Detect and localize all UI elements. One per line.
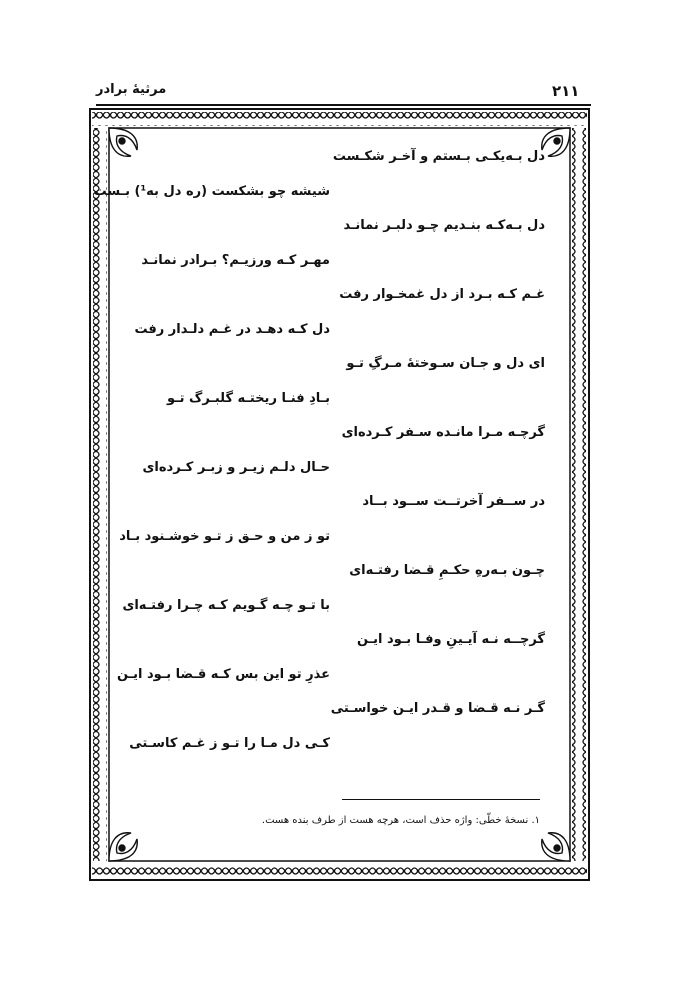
verse [120, 485, 560, 554]
verse [120, 209, 560, 278]
hemistich-first: غـم کـه بـرد از دل غمخـوار رفت [339, 287, 545, 302]
hemistich-second: تو ز من و حـق ز تـو خوشـنود بـاد [119, 529, 330, 544]
border-right-band [572, 128, 586, 861]
hemistich-first: گرچـه مـرا مانـده سـفر کـرده‌ای [341, 425, 545, 440]
hemistich-first: دل بـه‌یکـی بـستم و آخـر شکـست [332, 149, 545, 164]
verse [120, 692, 560, 761]
hemistich-first: چـون بـه‌رهِ حکـمِ قـضا رفتـه‌ای [349, 563, 545, 578]
page-number: ۲۱۱ [552, 82, 580, 100]
header-rule [96, 104, 591, 106]
hemistich-second: مهـر کـه ورزیـم؟ بـرادر نمانـد [141, 253, 330, 268]
hemistich-second: شیشه چو بشکست (ره دل به¹) بـست [93, 184, 330, 199]
hemistich-first: دل بـه‌کـه بنـدیم چـو دلبـر نمانـد [343, 218, 545, 233]
border-bottom-band [92, 863, 587, 877]
footnote-rule [342, 799, 540, 800]
running-title: مرثیهٔ برادر [96, 82, 167, 97]
hemistich-second: کـی دل مـا را تـو ز غـم کاسـتی [129, 736, 330, 751]
hemistich-second: عذرِ تو این بس کـه قـضا بـود ایـن [116, 667, 330, 682]
hemistich-second: بـادِ فنـا ریختـه گلبـرگ تـو [167, 391, 330, 406]
hemistich-second: حـال دلـم زیـر و زبـر کـرده‌ای [142, 460, 330, 475]
hemistich-first: گـر نـه قـضا و قـدر ایـن خواسـتی [330, 701, 545, 716]
border-top-band [92, 112, 587, 126]
verse [120, 278, 560, 347]
verse [120, 416, 560, 485]
hemistich-first: گرچــه نـه آیـینِ وفـا بـود ایـن [357, 632, 545, 647]
verse [120, 554, 560, 623]
hemistich-second: با تـو چـه گـویم کـه چـرا رفتـه‌ای [122, 598, 330, 613]
verse [93, 140, 560, 209]
verse [116, 623, 560, 692]
hemistich-second: دل کـه دهـد در غـم دلـدار رفت [134, 322, 330, 337]
hemistich-first: در ســفر آخرتــت ســود بــاد [362, 494, 545, 509]
border-left-band [93, 128, 107, 861]
verse [120, 347, 560, 416]
hemistich-first: ای دل و جـان سـوختهٔ مـرگِ تـو [346, 356, 545, 371]
footnote: ۱. نسخهٔ خطّی: واژه حذف است، هرچه هست از طرف بنده هست. [261, 815, 540, 826]
poem [93, 140, 560, 761]
